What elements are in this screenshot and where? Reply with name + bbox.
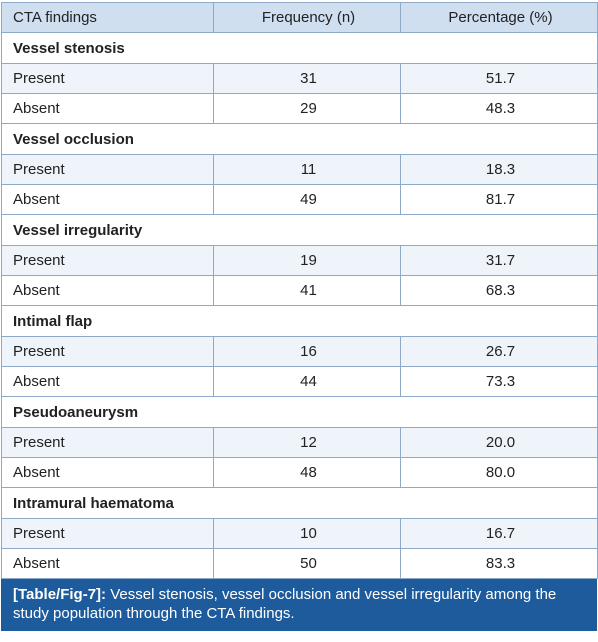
- frequency-cell: 49: [214, 185, 401, 215]
- frequency-cell: 41: [214, 276, 401, 306]
- table-body: [2, 33, 598, 579]
- table-row: [2, 519, 598, 549]
- section-title: Intimal flap: [2, 306, 598, 337]
- caption-text: Vessel stenosis, vessel occlusion and vessel irregularity among the study population through the CTA findings.: [13, 586, 557, 622]
- percentage-cell: 83.3: [401, 549, 598, 579]
- section-row: [2, 124, 598, 155]
- row-label: Absent: [2, 367, 214, 397]
- percentage-cell: 51.7: [401, 64, 598, 94]
- frequency-cell: 11: [214, 155, 401, 185]
- percentage-cell: 26.7: [401, 337, 598, 367]
- table-figure: [1, 2, 597, 631]
- section-title: Vessel occlusion: [2, 124, 598, 155]
- percentage-cell: 20.0: [401, 428, 598, 458]
- table-row: [2, 458, 598, 488]
- percentage-cell: 80.0: [401, 458, 598, 488]
- row-label: Absent: [2, 549, 214, 579]
- column-header-frequency: Frequency (n): [214, 3, 401, 33]
- caption-label: [Table/Fig-7]:: [13, 586, 107, 603]
- section-row: [2, 397, 598, 428]
- section-title: Pseudoaneurysm: [2, 397, 598, 428]
- percentage-cell: 68.3: [401, 276, 598, 306]
- frequency-cell: 50: [214, 549, 401, 579]
- column-header-percentage: Percentage (%): [401, 3, 598, 33]
- percentage-cell: 16.7: [401, 519, 598, 549]
- figure-caption: [1, 579, 597, 631]
- section-row: [2, 33, 598, 64]
- table-row: [2, 337, 598, 367]
- percentage-cell: 18.3: [401, 155, 598, 185]
- table-header-row: [2, 3, 598, 33]
- percentage-cell: 81.7: [401, 185, 598, 215]
- table-row: [2, 185, 598, 215]
- section-title: Vessel stenosis: [2, 33, 598, 64]
- frequency-cell: 48: [214, 458, 401, 488]
- row-label: Absent: [2, 185, 214, 215]
- frequency-cell: 19: [214, 246, 401, 276]
- frequency-cell: 31: [214, 64, 401, 94]
- percentage-cell: 73.3: [401, 367, 598, 397]
- row-label: Present: [2, 337, 214, 367]
- percentage-cell: 31.7: [401, 246, 598, 276]
- section-title: Intramural haematoma: [2, 488, 598, 519]
- frequency-cell: 12: [214, 428, 401, 458]
- percentage-cell: 48.3: [401, 94, 598, 124]
- table-row: [2, 94, 598, 124]
- row-label: Present: [2, 519, 214, 549]
- table-row: [2, 155, 598, 185]
- row-label: Present: [2, 246, 214, 276]
- column-header-findings: CTA findings: [2, 3, 214, 33]
- frequency-cell: 16: [214, 337, 401, 367]
- table-row: [2, 367, 598, 397]
- frequency-cell: 10: [214, 519, 401, 549]
- row-label: Absent: [2, 94, 214, 124]
- row-label: Present: [2, 64, 214, 94]
- section-title: Vessel irregularity: [2, 215, 598, 246]
- cta-findings-table: [1, 2, 598, 579]
- table-row: [2, 246, 598, 276]
- frequency-cell: 44: [214, 367, 401, 397]
- section-row: [2, 215, 598, 246]
- table-row: [2, 549, 598, 579]
- table-row: [2, 428, 598, 458]
- table-row: [2, 276, 598, 306]
- section-row: [2, 306, 598, 337]
- table-row: [2, 64, 598, 94]
- row-label: Present: [2, 428, 214, 458]
- frequency-cell: 29: [214, 94, 401, 124]
- row-label: Absent: [2, 276, 214, 306]
- row-label: Present: [2, 155, 214, 185]
- row-label: Absent: [2, 458, 214, 488]
- section-row: [2, 488, 598, 519]
